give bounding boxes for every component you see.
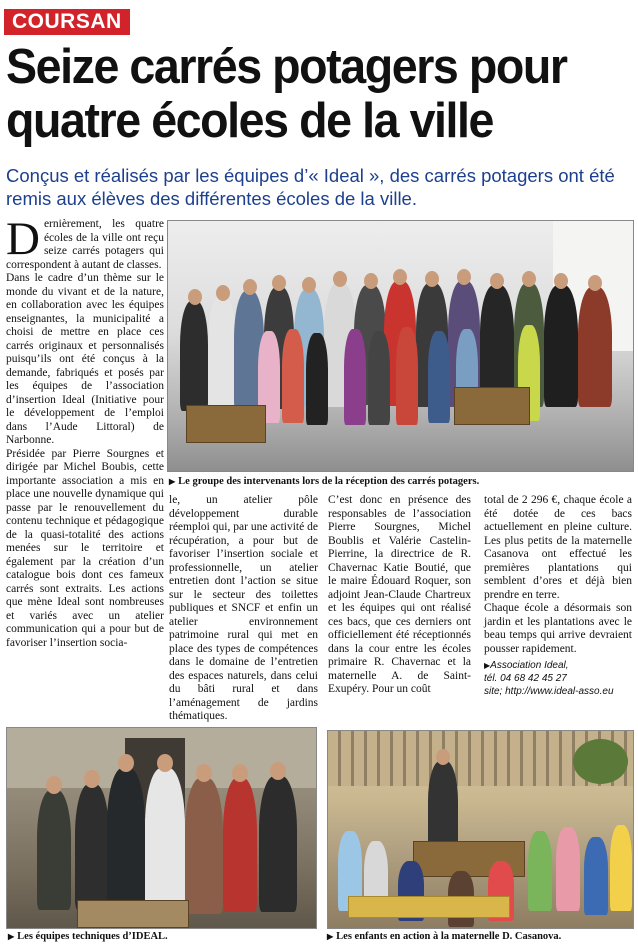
contact-website: site; http://www.ideal-asso.eu <box>484 686 614 697</box>
children-photo <box>327 730 634 929</box>
column-3-paragraph: C’est donc en présence des responsables de l’association Pierre Sourgnes, Michel Boublis et Valérie Castelin-Pierrine, la directrice de R. Chavernac Katie Boutié, que le maire Édouard Roquer, son adjoint Jean-Claude Chartreux et les équipes qui ont réalisé ces bacs, que ces derniers ont officiellement été réceptionnés dans la cour entre les écoles primaire R. Chavernac et la maternelle A. de Saint-Exupéry. Pour un coût <box>328 494 471 695</box>
bottom-right-caption-text: Les enfants en action à la maternelle D. Casanova. <box>336 931 562 942</box>
bottom-left-caption <box>8 930 313 943</box>
main-photo-caption <box>169 475 629 488</box>
main-caption-text: Le groupe des intervenants lors de la réception des carrés potagers. <box>178 476 480 487</box>
caption-triangle-icon: ▶ <box>327 932 334 941</box>
caption-triangle-icon: ▶ <box>169 477 176 486</box>
column-1-paragraph-3: Présidée par Pierre Sourgnes et dirigée par Michel Boubis, cette importante association a mis en place une nouvelle dynamique qui passe par le renouvellement du contenu technique et pédagogique de la quasi-totalité des actions menées sur le territoire et également par la création d’un catalogue bois dont ces fameux carrés sont extraits. Les actions que mène Ideal sont nombreuses et variés avec un atelier communication qui a pour but de favoriser l’insertion socia- <box>6 447 164 649</box>
column-1-paragraph-2: Dans le cadre d’un thème sur le monde du vivant et de la nature, en collaboration avec les équipes enseignantes, la municipalité a choisi de mettre en place ces carrés originaux et personnalisés puisqu’ils ont été conçus à la demande, fabriqués et posés par les équipes de l’association d’insertion Ideal (Initiative pour le développement de l’emploi dans l’Aude Littoral) de Narbonne. <box>6 272 164 446</box>
article-column-1 <box>6 213 164 650</box>
column-4-paragraph-1: total de 2 296 €, chaque école a été dotée de ces bacs actuellement en pleine culture. Les plus petits de la maternelle Casanova ont effectué les premières plantations qui semblent d’ores et déjà bien prendre en terre. <box>484 494 632 601</box>
planter-box <box>454 387 530 425</box>
contact-block <box>484 659 632 698</box>
column-2-paragraph: le, un atelier pôle développement durable réemploi qui, par une activité de récupération, a pour but de favoriser l’insertion sociale et professionnelle, un atelier entretien dont l’action se situe sur le secteur des toilettes publiques et SNCF et enfin un atelier environnement patrimoine rural qui met en place des types de compétences dans le domaine de l’entretien des espaces naturels, dans celui du bâti rural et dans l’aménagement de jardins thématiques. <box>169 494 318 722</box>
bench <box>348 896 510 918</box>
column-1-paragraph-1: ernièrement, les quatre écoles de la ville ont reçu seize carrés potagers qui correspondent à autant de classes. <box>6 218 164 271</box>
contact-phone: tél. 04 68 42 45 27 <box>484 673 567 684</box>
group-photo <box>167 220 634 472</box>
caption-triangle-icon: ▶ <box>8 932 15 941</box>
headline: Seize carrés potagers pour quatre écoles de la ville <box>6 40 567 148</box>
planter-box <box>186 405 266 443</box>
article-column-4 <box>484 494 632 698</box>
technical-team-photo <box>6 727 317 929</box>
contact-triangle-icon: ▶ <box>484 661 491 670</box>
lead-paragraph: Conçus et réalisés par les équipes d’« Ideal », des carrés potagers ont été remis aux élèves des différentes écoles de la ville. <box>6 165 615 209</box>
planter-box <box>77 900 189 928</box>
article-column-3 <box>328 494 471 697</box>
bottom-right-caption <box>327 930 632 943</box>
dropcap: D <box>6 213 40 265</box>
contact-name: Association Ideal, <box>490 660 569 671</box>
bottom-left-caption-text: Les équipes techniques d’IDEAL. <box>17 931 168 942</box>
article-column-2 <box>169 494 318 724</box>
section-tag: COURSAN <box>4 9 130 35</box>
column-4-paragraph-2: Chaque école a désormais son jardin et les plantations avec le beau temps qui arrive devraient pousser rapidement. <box>484 602 632 655</box>
